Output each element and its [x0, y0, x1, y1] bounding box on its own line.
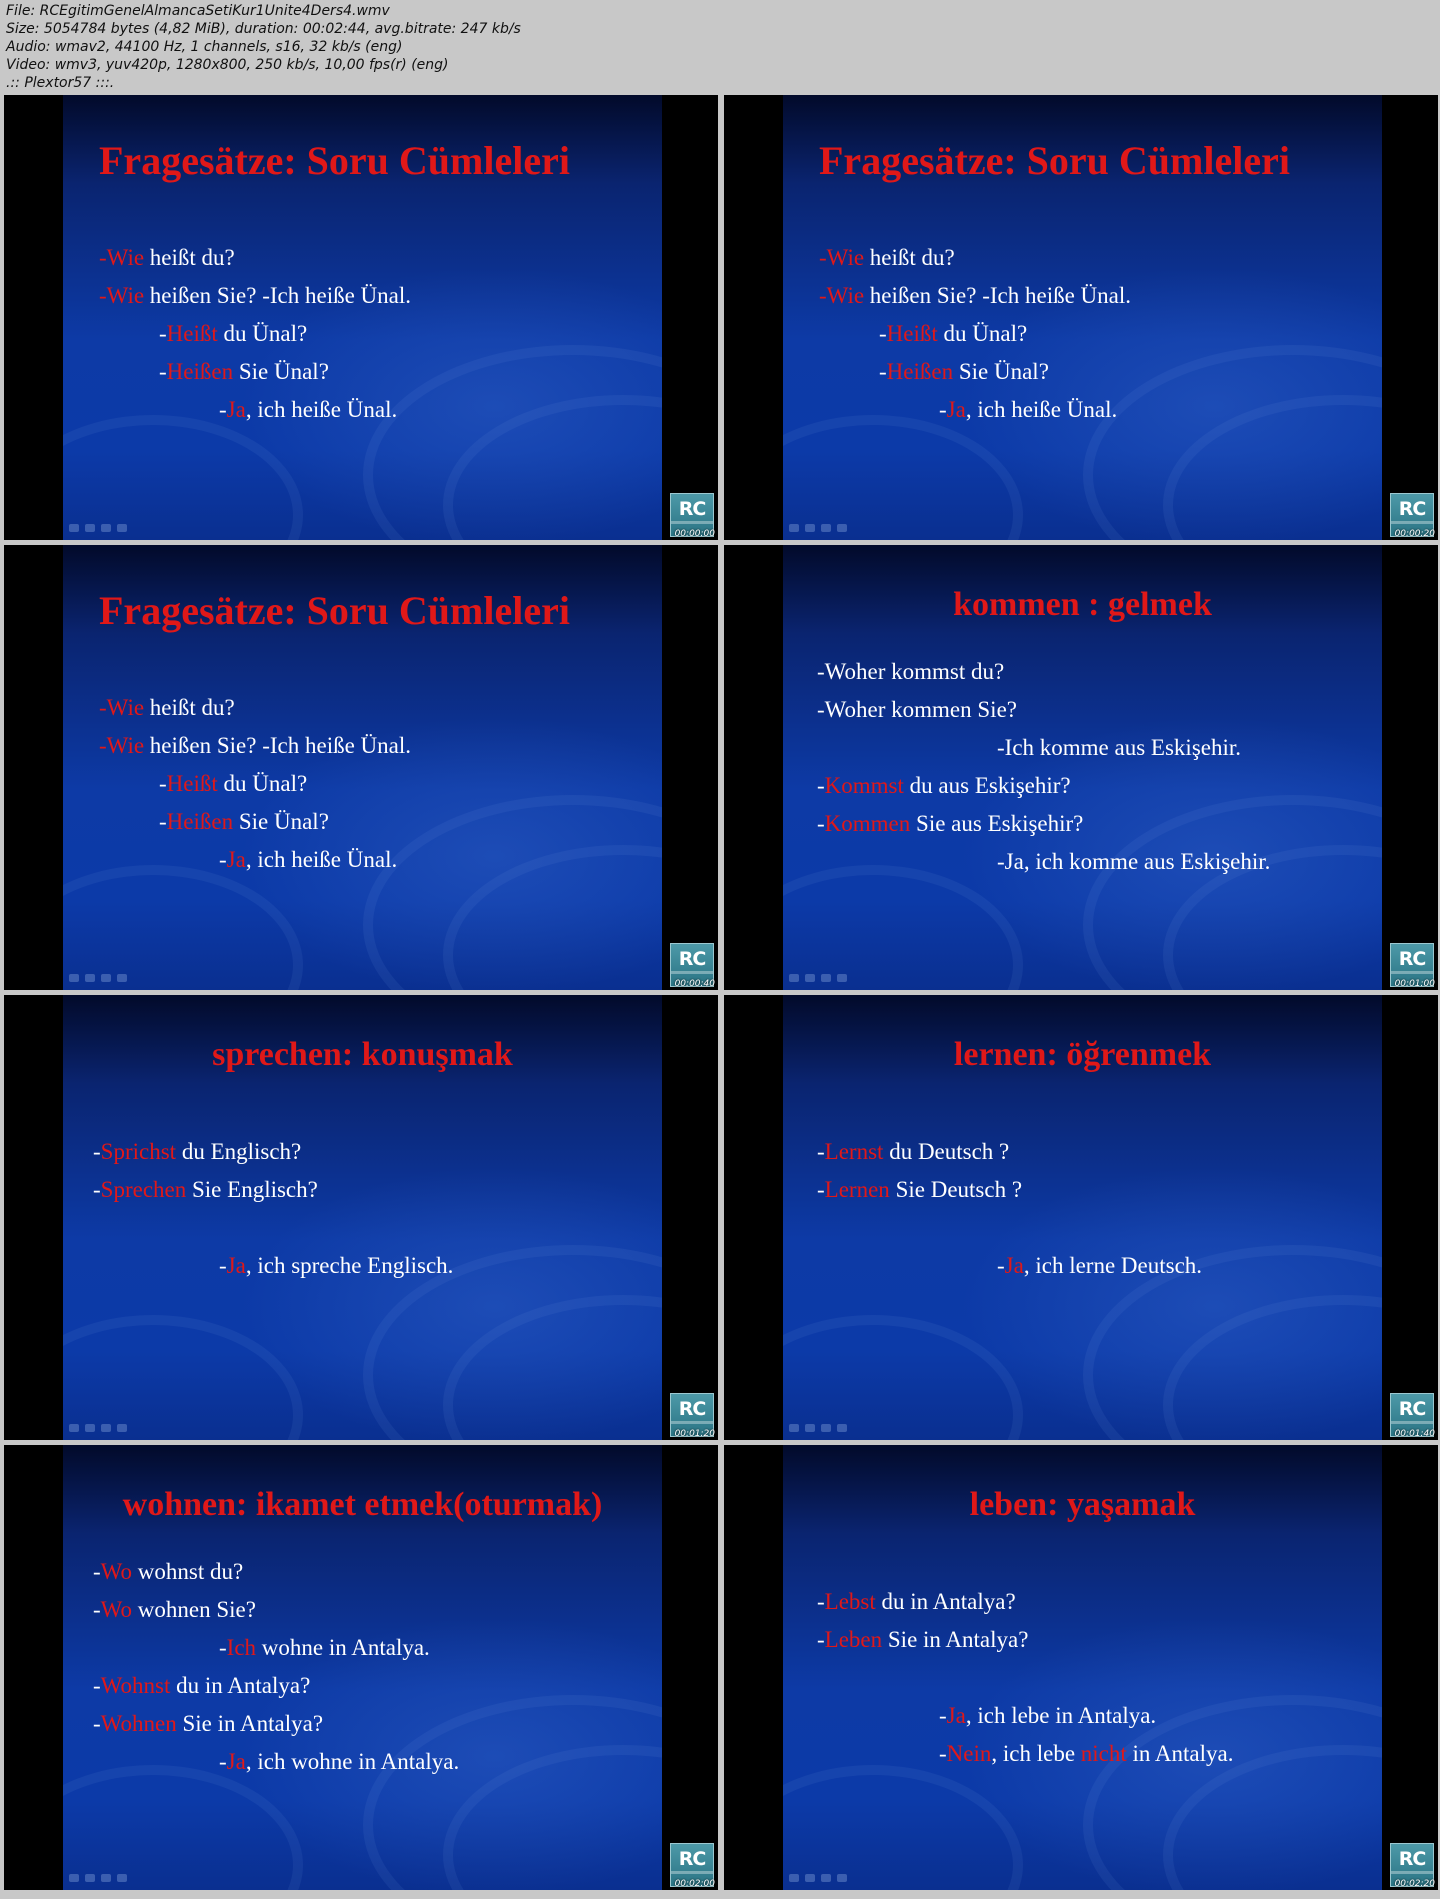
timestamp: 00:01:20 [674, 1429, 715, 1439]
next-slide-icon [117, 1424, 127, 1432]
slide-title: wohnen: ikamet etmek(oturmak) [122, 1486, 603, 1523]
slide-line [93, 1175, 318, 1205]
line-text: - [817, 1589, 825, 1614]
line-text: - [93, 1711, 101, 1736]
slide-title: Fragesätze: Soru Cümleleri [99, 138, 570, 183]
slide-line [817, 809, 1083, 839]
next-slide-icon [837, 1424, 847, 1432]
slide-line [159, 769, 307, 799]
line-text: du Deutsch ? [883, 1139, 1010, 1164]
line-text: , ich heiße Ünal. [245, 397, 398, 422]
slide-nav-controls [789, 972, 847, 984]
prev-slide-icon [69, 524, 79, 532]
highlight-word: Wo [100, 1597, 133, 1622]
slide-line [99, 693, 235, 723]
line-text: du aus Eskişehir? [903, 773, 1071, 798]
slide-line [879, 319, 1027, 349]
slide-line [817, 1625, 1028, 1655]
rc-logo-subline [1391, 1871, 1433, 1874]
highlight-word: Ja [946, 397, 966, 422]
highlight-word: Ja [226, 397, 246, 422]
line-text: - [159, 771, 167, 796]
slide-line [817, 657, 1004, 687]
menu-icon [101, 974, 111, 982]
slide-nav-controls [69, 522, 127, 534]
slide-line [99, 731, 411, 761]
highlight-word: Nein [946, 1741, 992, 1766]
rc-logo-subline [1391, 521, 1433, 524]
line-text: du Ünal? [217, 321, 308, 346]
slide-line [99, 281, 411, 311]
timestamp: 00:02:00 [674, 1879, 715, 1889]
highlight-word: Ich [226, 1635, 257, 1660]
line-text: - [997, 1253, 1005, 1278]
slide-line [93, 1595, 256, 1625]
line-text: heißt du? [144, 695, 235, 720]
line-text: wohne in Antalya. [256, 1635, 430, 1660]
rc-logo-text: RC [1398, 1398, 1426, 1420]
pen-icon [85, 1874, 95, 1882]
menu-icon [821, 1874, 831, 1882]
line-text: -Ja, ich komme aus Eskişehir. [997, 849, 1271, 874]
highlight-word: -Wie [99, 245, 145, 270]
slide-line [219, 1633, 430, 1663]
slide-line [93, 1671, 310, 1701]
line-text: - [939, 397, 947, 422]
slide-line [159, 319, 307, 349]
line-text: - [93, 1177, 101, 1202]
slide-line [997, 733, 1241, 763]
line-text: heißen Sie? -Ich heiße Ünal. [144, 283, 411, 308]
highlight-word: Wo [100, 1559, 133, 1584]
slide-line [159, 807, 329, 837]
highlight-word: Kommst [824, 773, 904, 798]
slide-line [819, 281, 1131, 311]
thumbnail-frame [4, 995, 718, 1440]
line-text: - [93, 1597, 101, 1622]
slide-title: kommen : gelmek [953, 586, 1212, 623]
slide-nav-controls [69, 972, 127, 984]
pen-icon [85, 1424, 95, 1432]
line-text: - [879, 321, 887, 346]
thumbnail-frame [4, 545, 718, 990]
prev-slide-icon [69, 1874, 79, 1882]
highlight-word: -Wie [99, 733, 145, 758]
menu-icon [821, 524, 831, 532]
line-text: wohnst du? [132, 1559, 244, 1584]
line-text: , ich lebe [991, 1741, 1081, 1766]
line-text: heißen Sie? -Ich heiße Ünal. [864, 283, 1131, 308]
thumbnail-frame [4, 95, 718, 540]
menu-icon [101, 524, 111, 532]
timestamp: 00:00:40 [674, 979, 715, 989]
slide [63, 995, 662, 1440]
rc-logo-text: RC [678, 498, 706, 520]
next-slide-icon [837, 524, 847, 532]
line-text: heißt du? [864, 245, 955, 270]
prev-slide-icon [69, 974, 79, 982]
highlight-word: Wohnst [100, 1673, 171, 1698]
highlight-word: Lernen [824, 1177, 890, 1202]
highlight-word: Heißen [166, 359, 234, 384]
line-text: Sie Ünal? [233, 359, 329, 384]
highlight-word: Ja [1004, 1253, 1024, 1278]
highlight-word: Sprechen [100, 1177, 187, 1202]
slide-line [817, 771, 1071, 801]
rc-logo-subline [1391, 1421, 1433, 1424]
slide-line [219, 1251, 453, 1281]
slide-line [997, 1251, 1202, 1281]
highlight-word: -Wie [99, 695, 145, 720]
slide-line [997, 847, 1270, 877]
line-text: Sie Englisch? [186, 1177, 318, 1202]
slide [63, 95, 662, 540]
slide [783, 995, 1382, 1440]
line-text: - [159, 359, 167, 384]
next-slide-icon [837, 974, 847, 982]
timestamp: 00:00:00 [674, 529, 715, 539]
rc-logo-subline [671, 971, 713, 974]
highlight-word: Heißt [166, 771, 218, 796]
line-text: - [219, 1635, 227, 1660]
prev-slide-icon [789, 974, 799, 982]
line-text: - [219, 397, 227, 422]
line-text: Sie aus Eskişehir? [910, 811, 1084, 836]
rc-logo-text: RC [678, 1848, 706, 1870]
line-text: - [93, 1673, 101, 1698]
line-text: - [219, 1253, 227, 1278]
line-text: Sie in Antalya? [882, 1627, 1029, 1652]
slide [783, 95, 1382, 540]
timestamp: 00:02:20 [1394, 1879, 1435, 1889]
prev-slide-icon [69, 1424, 79, 1432]
thumbnail-grid [4, 95, 1438, 1895]
pen-icon [805, 1424, 815, 1432]
slide [63, 1445, 662, 1890]
line-text: - [817, 1177, 825, 1202]
slide-line [159, 357, 329, 387]
next-slide-icon [117, 524, 127, 532]
slide-line [219, 395, 397, 425]
highlight-word: Wohnen [100, 1711, 177, 1736]
line-text: , ich heiße Ünal. [245, 847, 398, 872]
menu-icon [101, 1424, 111, 1432]
line-text: du Ünal? [217, 771, 308, 796]
slide [783, 1445, 1382, 1890]
slide-title: leben: yaşamak [969, 1486, 1196, 1523]
line-text: -Woher kommen Sie? [817, 697, 1017, 722]
highlight-word: Kommen [824, 811, 911, 836]
pen-icon [805, 1874, 815, 1882]
highlight-word: Heißt [886, 321, 938, 346]
line-text: - [219, 1749, 227, 1774]
menu-icon [101, 1874, 111, 1882]
rc-logo-text: RC [678, 948, 706, 970]
rc-logo-subline [671, 1421, 713, 1424]
slide-line [817, 1137, 1009, 1167]
highlight-word: Ja [946, 1703, 966, 1728]
signature-line: .:: Plextor57 :::. [6, 75, 115, 91]
line-text: - [817, 811, 825, 836]
line-text: - [159, 321, 167, 346]
line-text: - [939, 1741, 947, 1766]
timestamp: 00:00:20 [1394, 529, 1435, 539]
rc-logo-subline [1391, 971, 1433, 974]
file-info-header [6, 2, 1426, 92]
line-text: - [93, 1559, 101, 1584]
slide-line [93, 1709, 323, 1739]
line-text: in Antalya. [1126, 1741, 1234, 1766]
thumbnail-frame [4, 1445, 718, 1890]
slide-line [939, 1701, 1156, 1731]
slide-line [819, 243, 955, 273]
line-text: - [219, 847, 227, 872]
timestamp: 00:01:00 [1394, 979, 1435, 989]
line-text: wohnen Sie? [132, 1597, 256, 1622]
next-slide-icon [117, 974, 127, 982]
rc-logo-text: RC [678, 1398, 706, 1420]
pen-icon [85, 974, 95, 982]
slide-title: sprechen: konuşmak [212, 1036, 513, 1073]
slide-line [99, 243, 235, 273]
line-text: -Woher kommst du? [817, 659, 1005, 684]
slide [783, 545, 1382, 990]
next-slide-icon [117, 1874, 127, 1882]
pen-icon [805, 524, 815, 532]
next-slide-icon [837, 1874, 847, 1882]
line-text: - [817, 773, 825, 798]
slide-title: Fragesätze: Soru Cümleleri [819, 138, 1290, 183]
line-text: Sie Ünal? [233, 809, 329, 834]
rc-logo-subline [671, 521, 713, 524]
line-text: - [93, 1139, 101, 1164]
highlight-word: Ja [226, 1749, 246, 1774]
prev-slide-icon [789, 1424, 799, 1432]
slide-line [939, 395, 1117, 425]
line-text: du in Antalya? [170, 1673, 311, 1698]
line-text: du Ünal? [937, 321, 1028, 346]
line-text: du Englisch? [176, 1139, 302, 1164]
highlight-word: Sprichst [100, 1139, 177, 1164]
slide [63, 545, 662, 990]
line-text: heißt du? [144, 245, 235, 270]
slide-line [817, 1587, 1016, 1617]
highlight-word: -Wie [99, 283, 145, 308]
menu-icon [821, 1424, 831, 1432]
rc-logo-text: RC [1398, 948, 1426, 970]
thumbnail-frame [724, 1445, 1438, 1890]
line-text: , ich lerne Deutsch. [1023, 1253, 1203, 1278]
slide-line [817, 1175, 1022, 1205]
line-text: - [939, 1703, 947, 1728]
slide-nav-controls [69, 1872, 127, 1884]
slide-line [879, 357, 1049, 387]
highlight-word: Lebst [824, 1589, 876, 1614]
highlight-word: Lernst [824, 1139, 884, 1164]
menu-icon [821, 974, 831, 982]
highlight-word: -Wie [819, 283, 865, 308]
line-text: Sie in Antalya? [176, 1711, 324, 1736]
video-info-line: Video: wmv3, yuv420p, 1280x800, 250 kb/s, 10,00 fps(r) (eng) [6, 57, 449, 73]
line-text: , ich spreche Englisch. [245, 1253, 454, 1278]
file-size-line: Size: 5054784 bytes (4,82 MiB), duration: 00:02:44, avg.bitrate: 247 kb/s [6, 21, 521, 37]
highlight-word: Ja [226, 847, 246, 872]
slide-line [939, 1739, 1233, 1769]
line-text: - [159, 809, 167, 834]
timestamp: 00:01:40 [1394, 1429, 1435, 1439]
highlight-word: nicht [1080, 1741, 1127, 1766]
slide-line [219, 1747, 459, 1777]
highlight-word: Ja [226, 1253, 246, 1278]
line-text: , ich heiße Ünal. [965, 397, 1118, 422]
rc-logo-text: RC [1398, 1848, 1426, 1870]
file-name-line: File: RCEgitimGenelAlmancaSetiKur1Unite4Ders4.wmv [6, 3, 390, 19]
line-text: , ich lebe in Antalya. [965, 1703, 1157, 1728]
line-text: du in Antalya? [875, 1589, 1016, 1614]
slide-title: Fragesätze: Soru Cümleleri [99, 588, 570, 633]
rc-logo-subline [671, 1871, 713, 1874]
slide-title: lernen: öğrenmek [953, 1036, 1212, 1073]
line-text: Sie Deutsch ? [889, 1177, 1023, 1202]
slide-nav-controls [69, 1422, 127, 1434]
rc-logo-text: RC [1398, 498, 1426, 520]
highlight-word: Heißen [886, 359, 954, 384]
highlight-word: Heißen [166, 809, 234, 834]
prev-slide-icon [789, 524, 799, 532]
slide-nav-controls [789, 1422, 847, 1434]
thumbnail-frame [724, 95, 1438, 540]
highlight-word: Heißt [166, 321, 218, 346]
line-text: - [817, 1627, 825, 1652]
highlight-word: Leben [824, 1627, 883, 1652]
line-text: Sie Ünal? [953, 359, 1049, 384]
slide-line [93, 1137, 301, 1167]
pen-icon [805, 974, 815, 982]
line-text: , ich wohne in Antalya. [245, 1749, 460, 1774]
prev-slide-icon [789, 1874, 799, 1882]
line-text: -Ich komme aus Eskişehir. [997, 735, 1242, 760]
thumbnail-frame [724, 995, 1438, 1440]
thumbnail-frame [724, 545, 1438, 990]
line-text: - [817, 1139, 825, 1164]
slide-line [93, 1557, 243, 1587]
line-text: heißen Sie? -Ich heiße Ünal. [144, 733, 411, 758]
line-text: - [879, 359, 887, 384]
audio-info-line: Audio: wmav2, 44100 Hz, 1 channels, s16, 32 kb/s (eng) [6, 39, 403, 55]
slide-line [817, 695, 1017, 725]
pen-icon [85, 524, 95, 532]
slide-nav-controls [789, 1872, 847, 1884]
slide-nav-controls [789, 522, 847, 534]
slide-line [219, 845, 397, 875]
highlight-word: -Wie [819, 245, 865, 270]
